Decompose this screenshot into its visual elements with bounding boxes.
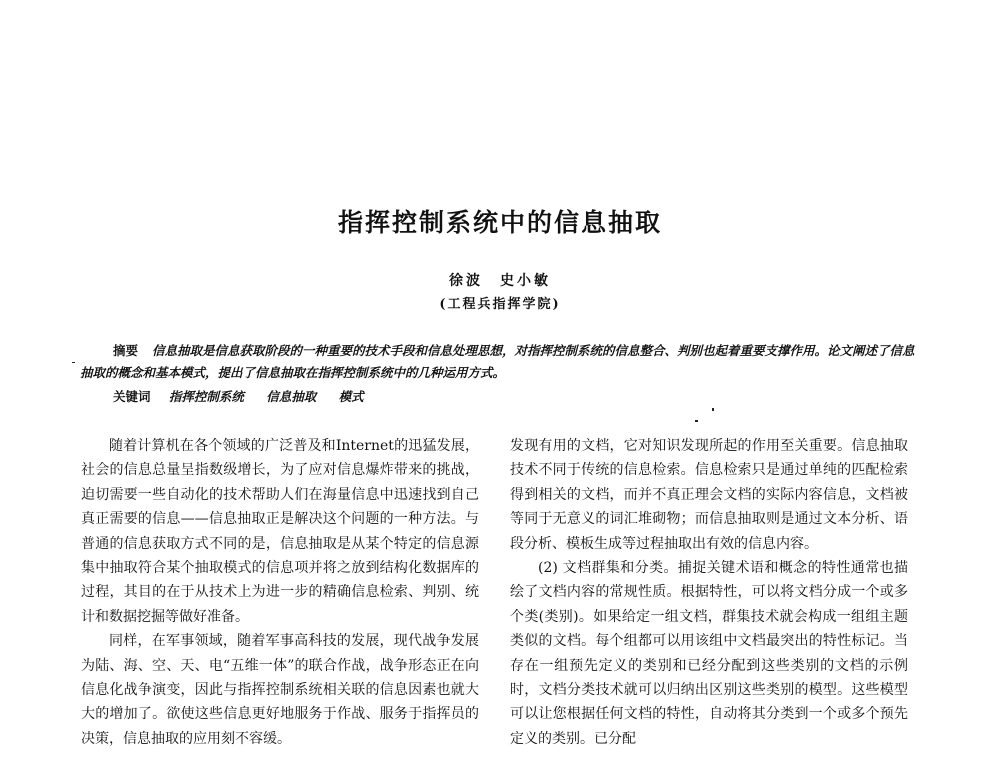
body-paragraph: 同样，在军事领域，随着军事高科技的发展，现代战争发展为陆、海、空、天、电“五维一体”的联合作战，战争形态正在向信息化战争演变，因此与指挥控制系统相关联的信息因素也就大大的增加了。欲使这些信息更好地服务于作战、服务于指挥员的决策，信息抽取的应用刻不容缓。	[81, 633, 479, 747]
scan-speck	[695, 420, 698, 422]
paper-authors: 徐波 史小敏	[449, 273, 551, 289]
abstract-label: 摘要	[113, 343, 139, 358]
body-paragraph: 随着计算机在各个领域的广泛普及和Internet的迅猛发展，社会的信息总量呈指数级增长，为了应对信息爆炸带来的挑战，迫切需要一些自动化的技术帮助人们在海量信息中迅速找到自己真正需要的信息——信息抽取正是解决这个问题的一种方法。与普通的信息获取方式不同的是，信息抽取是从某个特定的信息源集中抽取符合某个抽取模式的信息项并将之放到结构化数据库的过程，其目的在于从技术上为进一步的精确信息检索、判别、统计和数据挖掘等做好准备。	[81, 438, 479, 625]
paper-title: 指挥控制系统中的信息抽取	[337, 208, 662, 237]
paper-affiliation: (工程兵指挥学院)	[439, 297, 561, 312]
keywords-label: 关键词	[113, 389, 151, 404]
keywords	[113, 386, 913, 408]
keyword-item: 模式	[338, 389, 364, 404]
right-column	[510, 434, 908, 751]
body-paragraph: (2) 文档群集和分类。捕捉关键术语和概念的特性通常也描绘了文档内容的常规性质。根据特性，可以将文档分成一个或多个类(类别)。如果给定一组文档，群集技术就会构成一组组主题类似的文档。每个组都可以用该组中文档最突出的特性标记。当存在一组预先定义的类别和已经分配到这些类别的文档的示例时，文档分类技术就可以归纳出区别这些类别的模型。这些模型可以让您根据任何文档的特性，自动将其分类到一个或多个预先定义的类别。已分配	[510, 560, 908, 747]
body-paragraph: 发现有用的文档，它对知识发现所起的作用至关重要。信息抽取技术不同于传统的信息检索。信息检索只是通过单纯的匹配检索得到相关的文档，而并不真正理会文档的实际内容信息，文档被等同于无意义的词汇堆砌物；而信息抽取则是通过文本分析、语段分析、模板生成等过程抽取出有效的信息内容。	[510, 438, 908, 552]
abstract	[80, 340, 920, 384]
keyword-item: 信息抽取	[266, 389, 317, 404]
left-column	[81, 434, 479, 751]
keyword-item: 指挥控制系统	[168, 389, 244, 404]
scan-speck	[712, 408, 714, 411]
abstract-text: 信息抽取是信息获取阶段的一种重要的技术手段和信息处理思想，对指挥控制系统的信息整合、判别也起着重要支撑作用。论文阐述了信息抽取的概念和基本模式，提出了信息抽取在指挥控制系统中的几种运用方式。	[80, 343, 915, 380]
scan-speck	[72, 362, 75, 363]
